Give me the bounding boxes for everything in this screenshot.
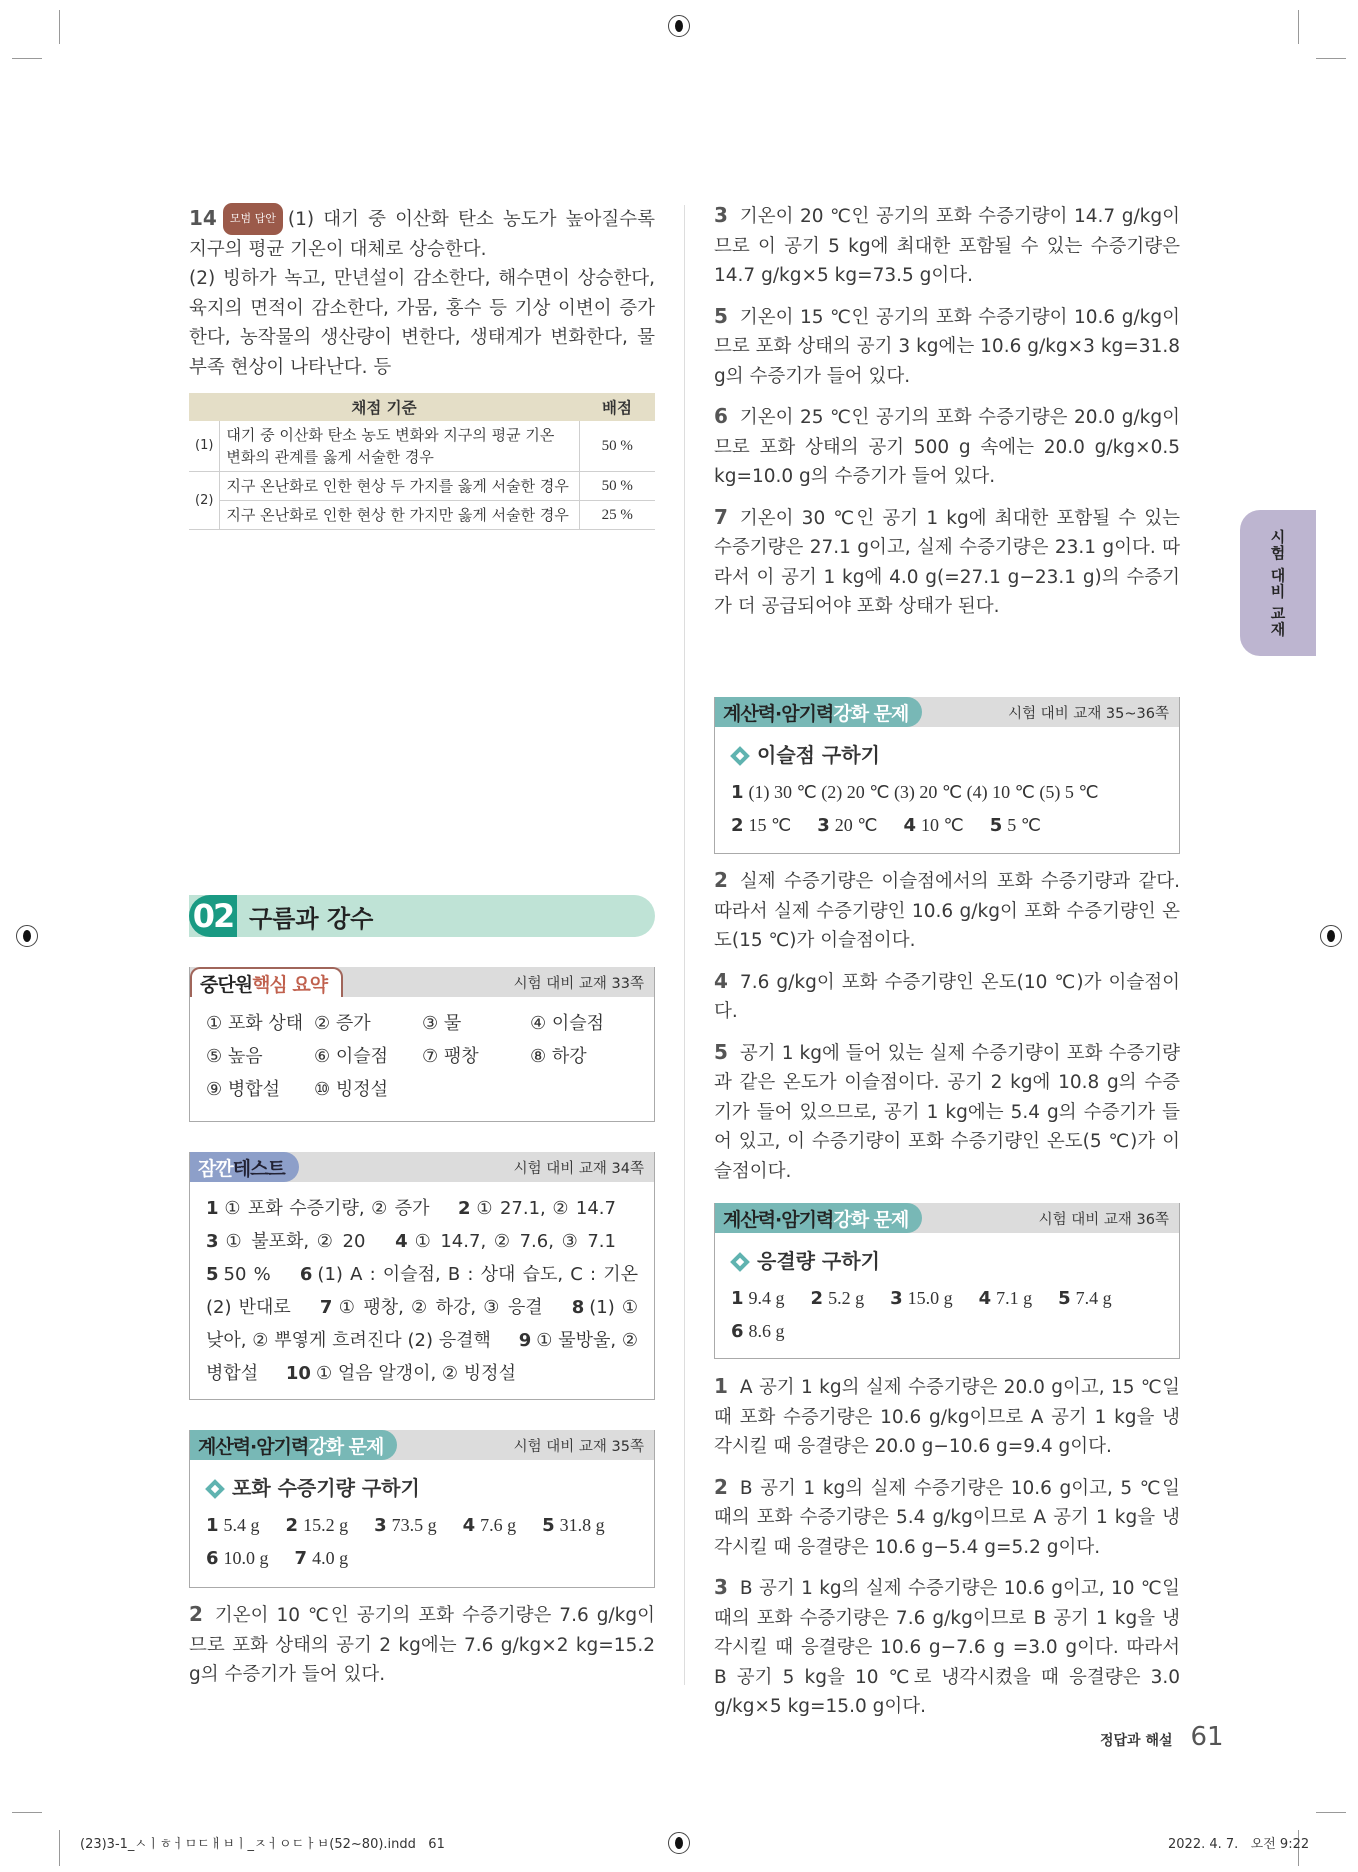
row-score: 50 % bbox=[579, 472, 655, 501]
answer-text: ① 14.7, ② 7.6, ③ 7.1 bbox=[412, 1231, 616, 1252]
drill-answer bbox=[811, 1282, 865, 1315]
answer-text: (2) 빙하가 녹고, 만년설이 감소한다, 해수면이 상승한다, 육지의 면적이 감소한다, 가뭄, 홍수 등 기상 이변이 증가한다, 농작물의 생산량이 변한다, 생태계가 변화한다, 물 부족 현상이 나타난다. 등 bbox=[189, 268, 655, 378]
crop-mark bbox=[1298, 10, 1299, 44]
drill-answer bbox=[817, 809, 877, 842]
table-row bbox=[189, 501, 655, 530]
explanation-paragraph bbox=[714, 1573, 1180, 1722]
answer-number: 1 bbox=[731, 1288, 744, 1309]
answer-14 bbox=[189, 203, 655, 530]
explanation-paragraph bbox=[714, 1473, 1180, 1563]
answer-number: 3 bbox=[206, 1231, 219, 1252]
answer-text: ① 포화 수증기량, ② 증가 bbox=[223, 1198, 430, 1219]
summary-item: ⑨ 병합설 bbox=[206, 1079, 281, 1100]
drill-box-saturation bbox=[189, 1430, 655, 1588]
explanation-text: 기온이 25 ℃인 공기의 포화 수증기량은 20.0 g/kg이므로 포화 상태의 공기 500 g 속에는 20.0 g/kg×0.5 kg=10.0 g의 수증기가 들어 있다. bbox=[714, 407, 1180, 487]
summary-item: ② 증가 bbox=[314, 1013, 371, 1034]
answer-value: 8.6 g bbox=[748, 1321, 785, 1341]
answer-number: 8 bbox=[571, 1297, 585, 1318]
side-tab-label: 시험 대비 교재 bbox=[1268, 528, 1287, 638]
quiz-answer bbox=[206, 1198, 429, 1219]
answer-value: 10.0 g bbox=[223, 1548, 269, 1568]
row-key: (1) bbox=[189, 421, 220, 472]
section-title: 구름과 강수 bbox=[249, 904, 374, 933]
tag-label: 강화 문제 bbox=[833, 702, 909, 725]
drill-answers bbox=[731, 776, 1163, 842]
answer-value: 9.4 g bbox=[748, 1288, 785, 1308]
answer-number: 1 bbox=[206, 1198, 219, 1219]
registration-mark-icon bbox=[668, 1832, 690, 1854]
header-criteria: 채점 기준 bbox=[189, 393, 579, 421]
summary-item: ⑦ 팽창 bbox=[422, 1046, 479, 1067]
answer-value: 15.0 g bbox=[907, 1288, 953, 1308]
drill-answer bbox=[374, 1509, 437, 1542]
answer-number: 2 bbox=[731, 815, 744, 836]
answer-number: 1 bbox=[731, 782, 744, 803]
column-divider bbox=[684, 205, 685, 1685]
quiz-answer bbox=[458, 1198, 616, 1219]
reference: 시험 대비 교재 33쪽 bbox=[513, 975, 644, 992]
explanation-number: 7 bbox=[714, 504, 728, 529]
explanation-text: 공기 1 kg에 들어 있는 실제 수증기량이 포화 수증기량과 같은 온도가 이슬점이다. 공기 2 kg에 10.8 g의 수증기가 들어 있으므로, 공기 1 kg에는 5.4 g의 수증기가 들어 있고, 이 수증기량이 포화 수증기량인 온도(5 ℃)가 이슬점이다. bbox=[714, 1042, 1180, 1182]
answer-number: 4 bbox=[395, 1231, 408, 1252]
row-criteria: 지구 온난화로 인한 현상 두 가지를 옳게 서술한 경우 bbox=[220, 472, 579, 501]
explanation-text: 기온이 30 ℃인 공기 1 kg에 최대한 포함될 수 있는 수증기량은 27.1 g이고, 실제 수증기량은 23.1 g이다. 따라서 이 공기 1 kg에 4.0 g(=27.1 g−23.1 g)의 수증기가 더 공급되어야 포화 상태가 된다. bbox=[714, 507, 1180, 617]
header-score: 배점 bbox=[579, 393, 655, 421]
explanation-paragraph bbox=[714, 1372, 1180, 1462]
answer-number: 7 bbox=[294, 1548, 308, 1569]
answer-number: 3 bbox=[374, 1515, 387, 1536]
explanation-text: 기온이 10 ℃인 공기의 포화 수증기량은 7.6 g/kg이므로 포화 상태의 공기 2 kg에는 7.6 g/kg×2 kg=15.2 g의 수증기가 들어 있다. bbox=[189, 1605, 655, 1685]
answer-value: (1) 30 ℃ (2) 20 ℃ (3) 20 ℃ (4) 10 ℃ (5) 5 ℃ bbox=[748, 782, 1099, 802]
explanations bbox=[714, 1372, 1180, 1733]
subtitle: 응결량 구하기 bbox=[757, 1249, 880, 1273]
print-timestamp: 2022. 4. 7. 오전 9:22 bbox=[1168, 1837, 1310, 1852]
answer-text: ① 물방울, ② 병합설 bbox=[206, 1330, 639, 1384]
quiz-answer bbox=[320, 1297, 543, 1318]
explanation-paragraph bbox=[714, 967, 1180, 1027]
explanation-number: 2 bbox=[714, 1474, 728, 1499]
answer-text: ① 불포화, ② 20 bbox=[223, 1231, 366, 1252]
section-number: 02 bbox=[189, 895, 237, 937]
table-row bbox=[189, 472, 655, 501]
quiz-answer bbox=[286, 1363, 516, 1384]
explanation-number: 1 bbox=[714, 1374, 728, 1398]
quiz-answer bbox=[395, 1231, 616, 1252]
question-number: 14 bbox=[189, 206, 217, 230]
answer-number: 5 bbox=[989, 815, 1003, 836]
answer-text: (1) ① 낮아, ② 뿌옇게 흐려진다 (2) 응결핵 bbox=[206, 1297, 638, 1351]
row-criteria: 지구 온난화로 인한 현상 한 가지만 옳게 서술한 경우 bbox=[220, 501, 579, 530]
reference: 시험 대비 교재 35쪽 bbox=[513, 1438, 644, 1455]
diamond-icon bbox=[730, 1252, 750, 1272]
answer-value: 5.2 g bbox=[828, 1288, 865, 1308]
answer-text: ① 얼음 알갱이, ② 빙정설 bbox=[315, 1363, 516, 1384]
model-answer-badge: 모범 답안 bbox=[223, 203, 283, 235]
explanation-paragraph bbox=[714, 302, 1180, 392]
answer-number: 4 bbox=[462, 1515, 476, 1536]
page-footer bbox=[1100, 1722, 1224, 1752]
drill-answer bbox=[206, 1542, 269, 1575]
explanation-text: 기온이 15 ℃인 공기의 포화 수증기량이 10.6 g/kg이므로 포화 상태의 공기 3 kg에는 10.6 g/kg×3 kg=31.8 g의 수증기가 들어 있다. bbox=[714, 306, 1180, 387]
drill-answer bbox=[731, 1315, 785, 1348]
registration-mark-icon bbox=[1320, 925, 1342, 947]
answer-number: 3 bbox=[817, 815, 830, 836]
answer-value: 73.5 g bbox=[391, 1515, 437, 1535]
diamond-icon bbox=[205, 1479, 225, 1499]
side-tab[interactable] bbox=[1240, 510, 1316, 656]
explanation-text: 실제 수증기량은 이슬점에서의 포화 수증기량과 같다. 따라서 실제 수증기량인 10.6 g/kg이 포화 수증기량인 온도(15 ℃)가 이슬점이다. bbox=[714, 871, 1180, 951]
drill-answer bbox=[1058, 1282, 1112, 1315]
drill-answer bbox=[904, 809, 964, 842]
answer-value: 5.4 g bbox=[223, 1515, 260, 1535]
quiz-answers bbox=[190, 1182, 654, 1398]
crop-mark bbox=[12, 1812, 42, 1813]
crop-mark bbox=[1316, 58, 1346, 59]
scoring-table bbox=[189, 393, 655, 530]
answer-value: 7.6 g bbox=[480, 1515, 517, 1535]
drill-answer bbox=[990, 809, 1041, 842]
answer-text: ① 27.1, ② 14.7 bbox=[475, 1198, 616, 1219]
row-criteria: 대기 중 이산화 탄소 농도 변화와 지구의 평균 기온 변화의 관계를 옳게 서술한 경우 bbox=[220, 421, 579, 472]
drill-answer bbox=[979, 1282, 1033, 1315]
drill-box-condensation bbox=[714, 1203, 1180, 1359]
explanation-text: A 공기 1 kg의 실제 수증기량은 20.0 g이고, 15 ℃일 때 포화 수증기량은 10.6 g/kg이므로 A 공기 1 kg을 냉각시킬 때 응결량은 20.0 g−10.6 g=9.4 g이다. bbox=[714, 1377, 1180, 1457]
quiz-answer bbox=[206, 1231, 365, 1252]
answer-number: 7 bbox=[319, 1297, 333, 1318]
answer-number: 2 bbox=[810, 1288, 824, 1309]
summary-box bbox=[189, 967, 655, 1122]
answer-value: 10 ℃ bbox=[921, 815, 964, 835]
explanation-paragraph bbox=[189, 1600, 655, 1690]
explanation-number: 3 bbox=[714, 203, 728, 227]
drill-answer bbox=[890, 1282, 953, 1315]
explanation-paragraph bbox=[714, 866, 1180, 956]
answer-text: (1) A : 이슬점, B : 상대 습도, C : 기온 (2) 반대로 bbox=[206, 1264, 638, 1318]
tag-label: 핵심 요약 bbox=[252, 973, 328, 996]
answer-value: 31.8 g bbox=[559, 1515, 605, 1535]
explanation-number: 6 bbox=[714, 404, 728, 428]
explanations bbox=[189, 1600, 655, 1701]
registration-mark-icon bbox=[16, 925, 38, 947]
explanations bbox=[714, 866, 1180, 1197]
answer-number: 4 bbox=[903, 815, 917, 836]
answer-number: 5 bbox=[206, 1264, 219, 1285]
row-score: 50 % bbox=[579, 421, 655, 472]
explanation-number: 2 bbox=[714, 868, 728, 892]
explanation-paragraph bbox=[714, 201, 1180, 291]
answer-value: 7.1 g bbox=[996, 1288, 1033, 1308]
answer-number: 5 bbox=[542, 1515, 555, 1536]
tag-label: 테스트 bbox=[232, 1157, 285, 1180]
row-key: (2) bbox=[189, 472, 220, 530]
crop-mark bbox=[59, 1830, 60, 1866]
summary-item: ① 포화 상태 bbox=[206, 1013, 304, 1034]
answer-value: 5 ℃ bbox=[1007, 815, 1041, 835]
explanation-text: 7.6 g/kg이 포화 수증기량인 온도(10 ℃)가 이슬점이다. bbox=[714, 971, 1180, 1022]
explanation-text: B 공기 1 kg의 실제 수증기량은 10.6 g이고, 10 ℃일 때의 포화 수증기량은 7.6 g/kg이므로 B 공기 1 kg을 냉각시킬 때 응결량은 10.6 g−7.6 g =3.0 g이다. 따라서 B 공기 5 kg을 10 ℃로 냉각시켰을 때 응결량은 3.0 g/kg×5 kg=15.0 g이다. bbox=[714, 1578, 1180, 1717]
explanation-number: 4 bbox=[714, 968, 728, 993]
answer-text: (1) 대기 중 이산화 탄소 농도가 높아질수록 지구의 평균 기온이 대체로 상승한다. bbox=[189, 209, 655, 260]
drill-answers bbox=[731, 1282, 1163, 1348]
drill-answer bbox=[206, 1509, 260, 1542]
answer-number: 9 bbox=[518, 1330, 532, 1351]
footer-label: 정답과 해설 bbox=[1100, 1733, 1173, 1749]
answer-value: 7.4 g bbox=[1075, 1288, 1112, 1308]
registration-mark-icon bbox=[668, 15, 690, 37]
subtitle: 이슬점 구하기 bbox=[757, 743, 880, 767]
drill-answer bbox=[286, 1509, 349, 1542]
explanation-number: 5 bbox=[714, 1039, 728, 1064]
answer-value: 4.0 g bbox=[312, 1548, 349, 1568]
explanation-text: B 공기 1 kg의 실제 수증기량은 10.6 g이고, 5 ℃일 때의 포화 수증기량은 5.4 g/kg이므로 A 공기 1 kg을 냉각시킬 때 응결량은 10.6 g−5.4 g=5.2 g이다. bbox=[714, 1477, 1180, 1558]
page-number: 61 bbox=[1190, 1722, 1224, 1752]
answer-text: 50 % bbox=[223, 1264, 271, 1285]
section-header bbox=[189, 895, 655, 937]
explanations bbox=[714, 201, 1180, 633]
drill-answer bbox=[463, 1509, 517, 1542]
explanation-number: 2 bbox=[189, 1602, 203, 1626]
summary-item: ⑧ 하강 bbox=[530, 1046, 587, 1067]
crop-mark bbox=[59, 10, 60, 44]
drill-answer bbox=[731, 776, 1099, 809]
answer-number: 6 bbox=[731, 1321, 744, 1342]
quiz-box bbox=[189, 1152, 655, 1400]
drill-box-dewpoint bbox=[714, 697, 1180, 854]
reference: 시험 대비 교재 34쪽 bbox=[513, 1160, 644, 1177]
drill-answer bbox=[731, 809, 791, 842]
tag-label: 강화 문제 bbox=[833, 1208, 909, 1231]
answer-number: 6 bbox=[299, 1264, 313, 1285]
answer-number: 2 bbox=[285, 1515, 299, 1536]
summary-item: ③ 물 bbox=[422, 1013, 462, 1034]
drill-answer bbox=[295, 1542, 349, 1575]
answer-number: 5 bbox=[1058, 1288, 1071, 1309]
row-score: 25 % bbox=[579, 501, 655, 530]
summary-item: ⑤ 높음 bbox=[206, 1046, 263, 1067]
answer-number: 3 bbox=[890, 1288, 903, 1309]
answer-text: ① 팽창, ② 하강, ③ 응결 bbox=[337, 1297, 543, 1318]
explanation-paragraph bbox=[714, 402, 1180, 492]
summary-item: ⑥ 이슬점 bbox=[314, 1046, 389, 1067]
tag-label: 강화 문제 bbox=[308, 1435, 384, 1458]
diamond-icon bbox=[730, 746, 750, 766]
answer-number: 4 bbox=[978, 1288, 992, 1309]
answer-value: 15 ℃ bbox=[748, 815, 792, 835]
answer-number: 6 bbox=[206, 1548, 219, 1569]
answer-number: 10 bbox=[285, 1363, 311, 1384]
subtitle: 포화 수증기량 구하기 bbox=[232, 1476, 420, 1500]
explanation-number: 5 bbox=[714, 303, 728, 328]
answer-number: 1 bbox=[206, 1515, 219, 1536]
drill-answer bbox=[542, 1509, 605, 1542]
file-slug: (23)3-1_ㅅㅣㅎㅓㅁㄷㅐㅂㅣ_ㅈㅓㅇㄷㅏㅂ(52~80).indd 61 bbox=[80, 1837, 445, 1852]
explanation-paragraph bbox=[714, 503, 1180, 622]
explanation-number: 3 bbox=[714, 1575, 728, 1599]
answer-value: 15.2 g bbox=[303, 1515, 349, 1535]
tag-label: 계산력·암기력 bbox=[723, 702, 834, 725]
reference: 시험 대비 교재 35~36쪽 bbox=[1008, 705, 1169, 722]
quiz-answer bbox=[206, 1264, 271, 1285]
tag-label: 잠깐 bbox=[198, 1157, 233, 1180]
explanation-paragraph bbox=[714, 1038, 1180, 1187]
reference: 시험 대비 교재 36쪽 bbox=[1038, 1211, 1169, 1228]
answer-value: 20 ℃ bbox=[834, 815, 878, 835]
crop-mark bbox=[12, 58, 42, 59]
table-row bbox=[189, 421, 655, 472]
drill-answers bbox=[206, 1509, 638, 1575]
drill-answer bbox=[731, 1282, 785, 1315]
summary-item: ④ 이슬점 bbox=[530, 1013, 605, 1034]
tag-label: 중단원 bbox=[200, 973, 253, 996]
explanation-text: 기온이 20 ℃인 공기의 포화 수증기량이 14.7 g/kg이므로 이 공기 5 kg에 최대한 포함될 수 있는 수증기량은 14.7 g/kg×5 kg=73.5 g이다. bbox=[714, 206, 1180, 286]
summary-item: ⑩ 빙정설 bbox=[314, 1079, 389, 1100]
crop-mark bbox=[1316, 1812, 1346, 1813]
tag-label: 계산력·암기력 bbox=[198, 1435, 309, 1458]
answer-number: 2 bbox=[458, 1198, 471, 1219]
tag-label: 계산력·암기력 bbox=[723, 1208, 834, 1231]
summary-list bbox=[190, 997, 654, 1114]
